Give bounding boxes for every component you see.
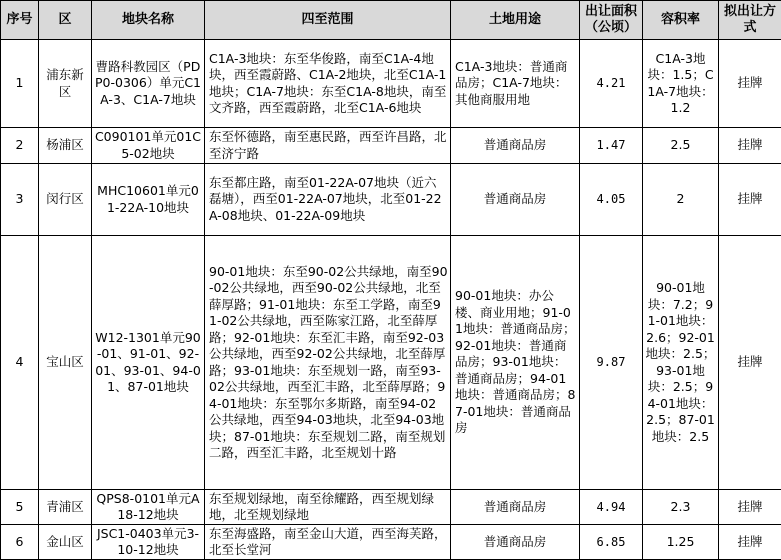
cell-parcel-name: QPS8-0101单元A18-12地块 [92,490,205,525]
cell-boundaries: C1A-3地块：东至华俊路，南至C1A-4地块，西至霞蔚路、C1A-2地块，北至C1A-1地块；C1A-7地块：东至C1A-8地块，南至文齐路，西至霞蔚路，北至C1A-6地块 [205,40,451,128]
header-area: 出让面积（公顷） [580,1,643,40]
cell-method: 挂牌 [719,128,781,164]
cell-far: 1.25 [643,525,719,560]
cell-far: 90-01地块：7.2；91-01地块：2.6；92-01地块：2.5；93-01地块：2.5；94-01地块：2.5；87-01地块：2.5 [643,236,719,490]
cell-no: 4 [1,236,39,490]
cell-method: 挂牌 [719,490,781,525]
table-row [1,236,781,490]
cell-boundaries: 东至规划绿地，南至徐耀路，西至规划绿地，北至规划绿地 [205,490,451,525]
header-method: 拟出让方式 [719,1,781,40]
header-land-use: 土地用途 [451,1,580,40]
cell-land-use: 90-01地块：办公楼、商业用地；91-01地块：普通商品房；92-01地块：普通商品房；93-01地块：普通商品房；94-01地块：普通商品房；87-01地块：普通商品房 [451,236,580,490]
table-row [1,128,781,164]
cell-land-use: C1A-3地块：普通商品房；C1A-7地块：其他商服用地 [451,40,580,128]
cell-far: 2.5 [643,128,719,164]
cell-boundaries: 东至怀德路，南至惠民路，西至许昌路，北至济宁路 [205,128,451,164]
cell-district: 浦东新区 [39,40,92,128]
cell-district: 金山区 [39,525,92,560]
cell-area: 4.05 [580,164,643,236]
header-parcel-name: 地块名称 [92,1,205,40]
cell-parcel-name: MHC10601单元01-22A-10地块 [92,164,205,236]
cell-parcel-name: 曹路科教园区（PDP0-0306）单元C1A-3、C1A-7地块 [92,40,205,128]
cell-no: 3 [1,164,39,236]
cell-district: 闵行区 [39,164,92,236]
cell-area: 4.94 [580,490,643,525]
cell-land-use: 普通商品房 [451,128,580,164]
cell-no: 5 [1,490,39,525]
table-row [1,164,781,236]
cell-method: 挂牌 [719,40,781,128]
cell-far: 2 [643,164,719,236]
header-boundaries: 四至范围 [205,1,451,40]
cell-far: C1A-3地块：1.5；C1A-7地块：1.2 [643,40,719,128]
cell-parcel-name: JSC1-0403单元3-10-12地块 [92,525,205,560]
cell-method: 挂牌 [719,525,781,560]
table-row [1,40,781,128]
cell-no: 1 [1,40,39,128]
header-no: 序号 [1,1,39,40]
cell-land-use: 普通商品房 [451,490,580,525]
cell-district: 宝山区 [39,236,92,490]
cell-method: 挂牌 [719,164,781,236]
header-district: 区 [39,1,92,40]
cell-parcel-name: W12-1301单元90-01、91-01、92-01、93-01、94-01、87-01地块 [92,236,205,490]
cell-no: 2 [1,128,39,164]
cell-district: 青浦区 [39,490,92,525]
cell-boundaries: 90-01地块：东至90-02公共绿地，南至90-02公共绿地，西至90-02公共绿地，北至薛厚路；91-01地块：东至工学路，南至91-02公共绿地，西至陈家江路，北至薛厚路；92-01地块：东至汇丰路，南至92-03公共绿地，西至92-02公共绿地，北至薛厚路；93-01地块：东至规划一路，南至93-02公共绿地，西至汇丰路，北至薛厚路；94-01地块：东至鄂尔多斯路，南至94-02公共绿地，西至94-03地块，北至94-03地块；87-01地块：东至规划二路，南至规划二路，西至汇丰路，北至规划十路 [205,236,451,490]
table-row [1,525,781,560]
cell-boundaries: 东至海盛路，南至金山大道，西至海芙路，北至长堂河 [205,525,451,560]
cell-boundaries: 东至都庄路，南至01-22A-07地块（近六磊塘），西至01-22A-07地块，北至01-22A-08地块、01-22A-09地块 [205,164,451,236]
cell-far: 2.3 [643,490,719,525]
cell-area: 4.21 [580,40,643,128]
cell-district: 杨浦区 [39,128,92,164]
cell-land-use: 普通商品房 [451,525,580,560]
cell-area: 9.87 [580,236,643,490]
header-far: 容积率 [643,1,719,40]
table-row [1,490,781,525]
header-row [1,1,781,40]
cell-area: 1.47 [580,128,643,164]
cell-method: 挂牌 [719,236,781,490]
cell-no: 6 [1,525,39,560]
cell-parcel-name: C090101单元01C5-02地块 [92,128,205,164]
cell-area: 6.85 [580,525,643,560]
cell-land-use: 普通商品房 [451,164,580,236]
